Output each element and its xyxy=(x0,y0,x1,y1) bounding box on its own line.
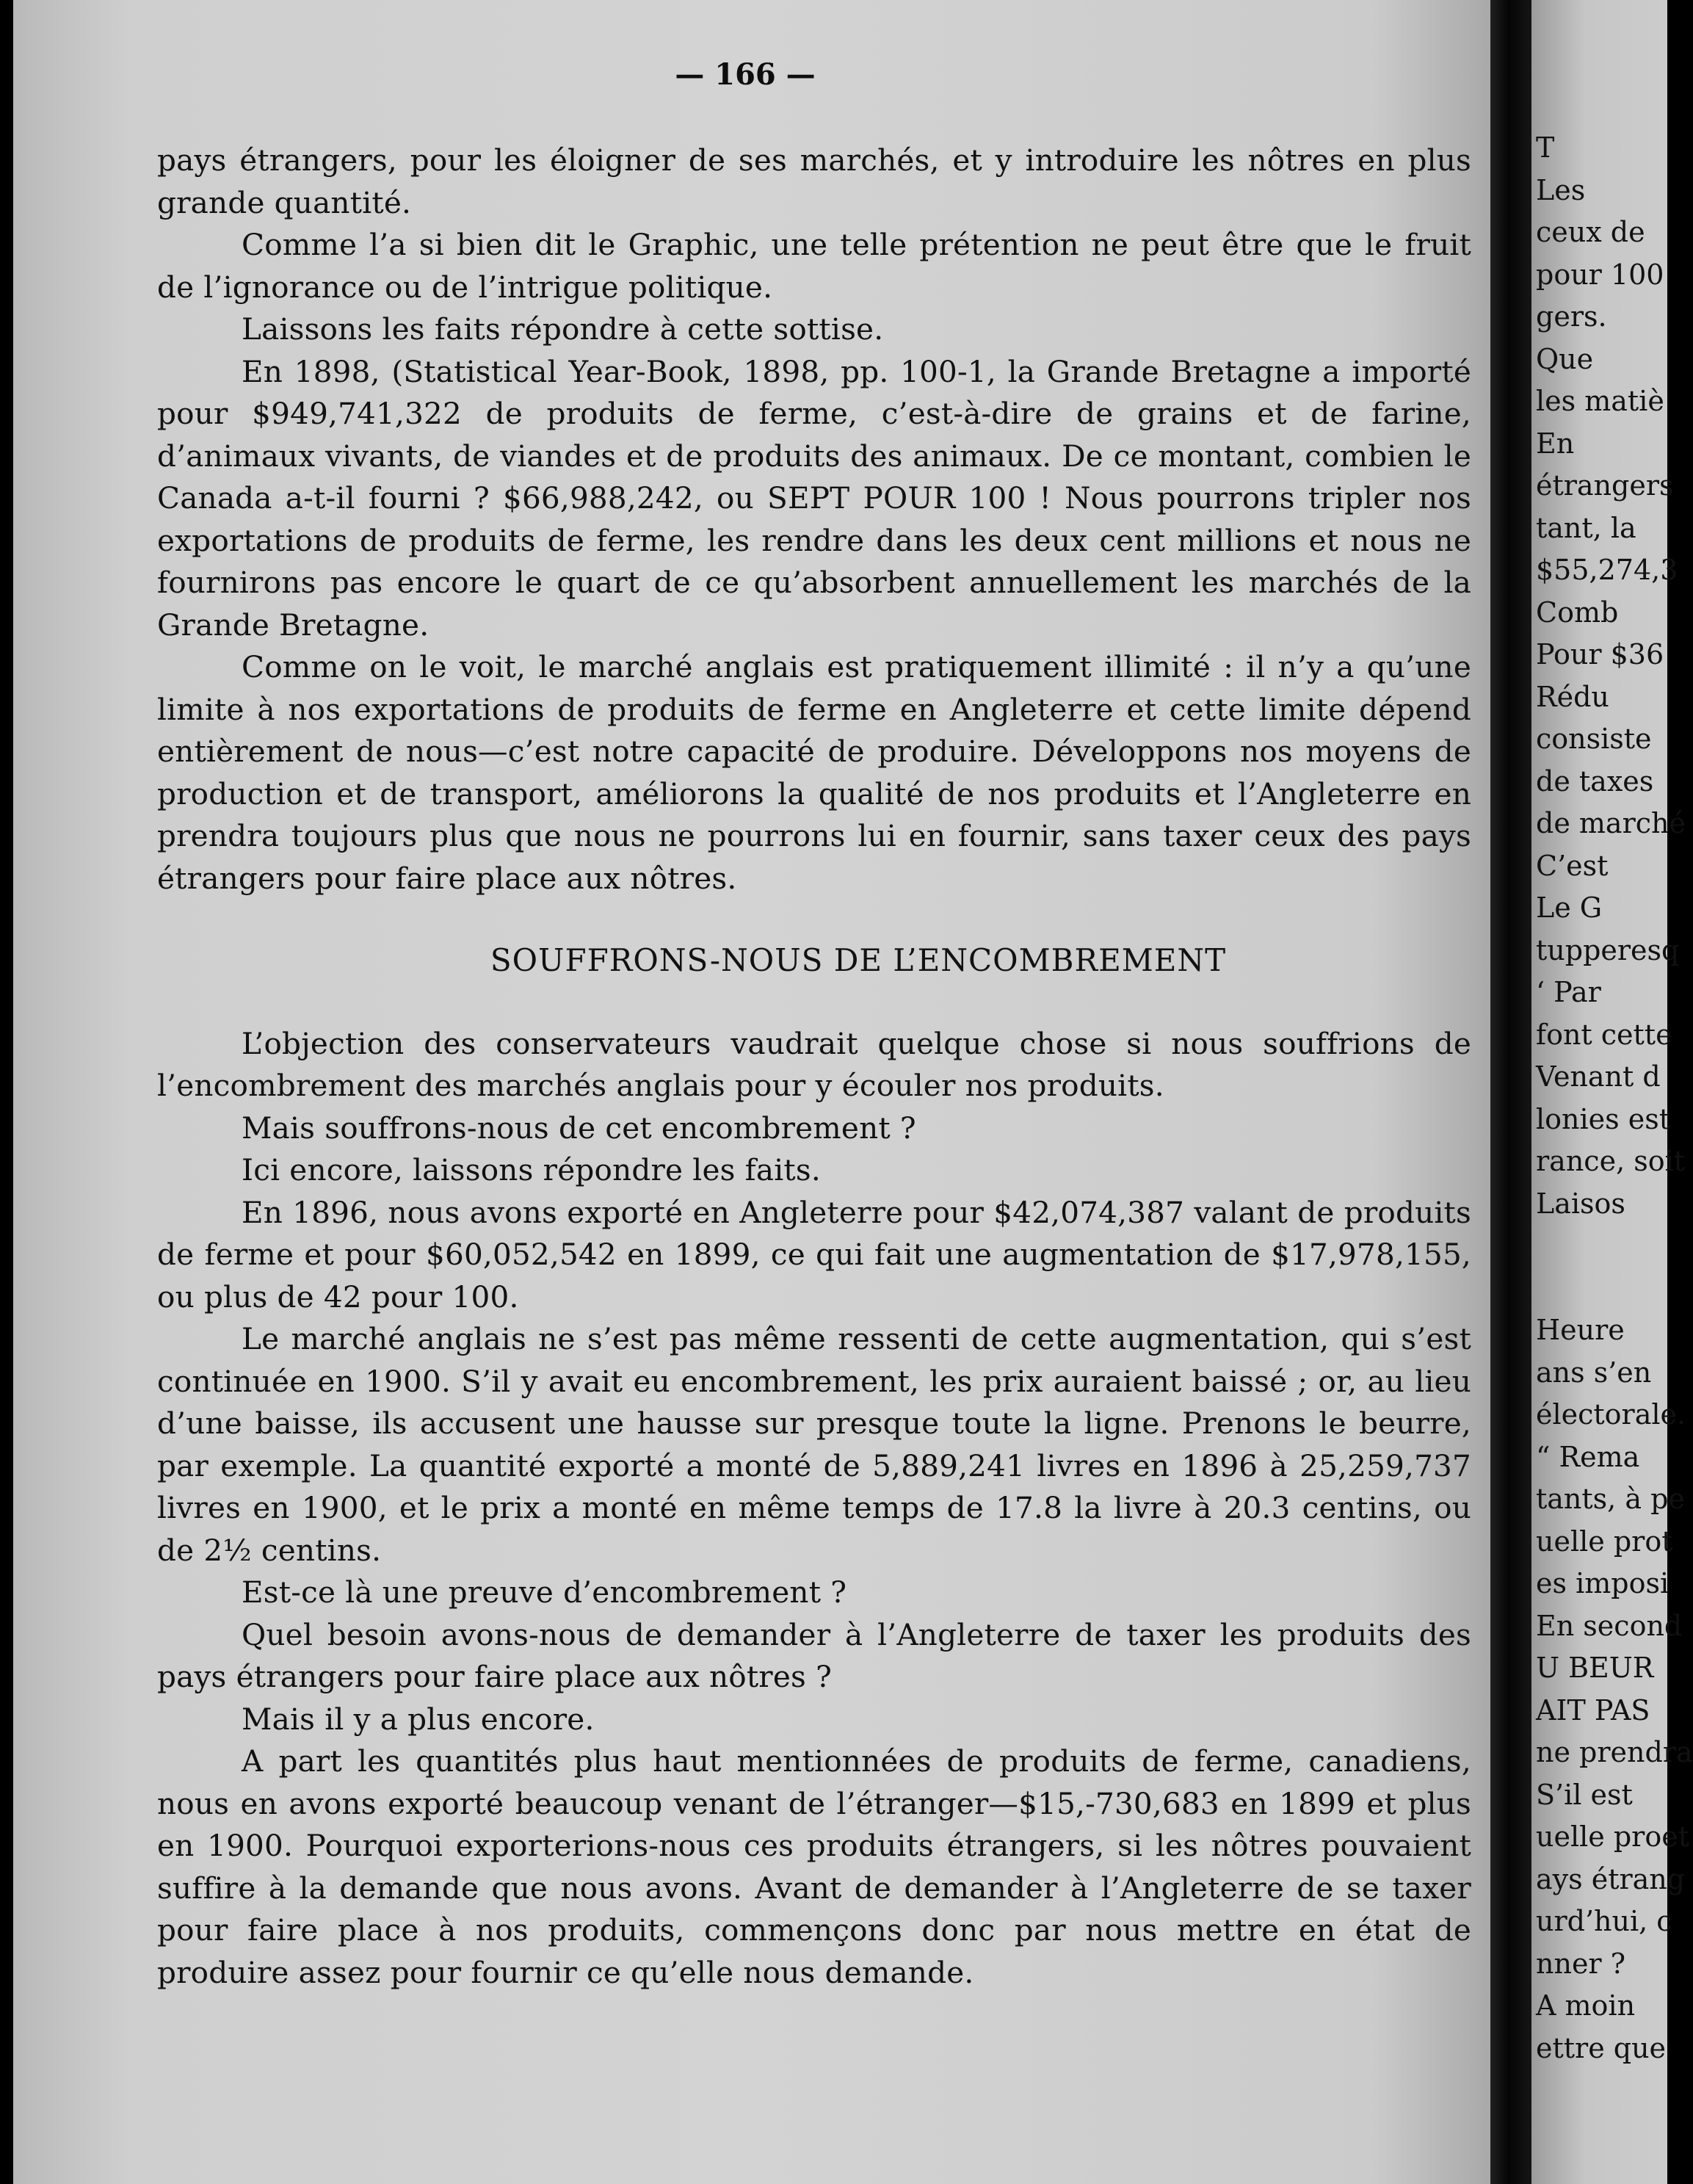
right-page-line: ettre que xyxy=(1536,2031,1667,2064)
right-page-line: les matiè xyxy=(1536,385,1664,417)
right-page-line xyxy=(1536,1225,1693,1268)
right-page-line xyxy=(1536,1268,1693,1310)
right-page-line: ays étrang xyxy=(1536,1862,1686,1895)
right-page-line: Le G xyxy=(1536,892,1603,924)
paragraph: Mais souffrons-nous de cet encombrement ? xyxy=(242,1110,916,1146)
right-page-line: Comb xyxy=(1536,596,1619,629)
right-page-fragments xyxy=(1536,127,1693,2069)
right-page-line: font cette xyxy=(1536,1018,1672,1051)
right-page-line: Venant d xyxy=(1536,1060,1661,1093)
right-page-line: lonies est xyxy=(1536,1102,1670,1135)
right-page-line: urd’hui, c xyxy=(1536,1905,1672,1937)
right-page-line: gers. xyxy=(1536,300,1607,333)
right-page-line: ceux de xyxy=(1536,216,1645,248)
right-page-line: ‘ Par xyxy=(1536,976,1601,1008)
right-page-line: tants, à pe xyxy=(1536,1483,1685,1515)
paragraph: pays étrangers, pour les éloigner de ses marchés, et y introduire les nôtres en plus grande quantité. xyxy=(157,142,1471,220)
right-page-line: C’est xyxy=(1536,849,1609,882)
paragraph: L’objection des conservateurs vaudrait quelque chose si nous souffrions de l’encombrement des marchés anglais pour y écouler nos produits. xyxy=(157,1025,1471,1103)
right-page-line: de taxes xyxy=(1536,764,1654,798)
page-number: — 166 — xyxy=(675,57,816,92)
paragraph: Comme l’a si bien dit le Graphic, une telle prétention ne peut être que le fruit de l’ignorance ou de l’intrigue politique. xyxy=(157,227,1471,305)
right-page-line: Les xyxy=(1536,173,1586,206)
right-page-line: $55,274,3 xyxy=(1536,554,1678,586)
right-page-line: A moin xyxy=(1536,1989,1636,2022)
right-page-line: de marché xyxy=(1536,807,1686,839)
paragraph: Le marché anglais ne s’est pas même ressenti de cette augmentation, qui s’est continuée en 1900. S’il y avait eu encombrement, les prix auraient baissé ; or, au lieu d’une baisse, ils accusent une hausse sur presque toute la ligne. Prenons le beurre, par exemple. La quantité exporté a monté de 5,889,241 livres en 1896 à 25,259,737 livres en 1900, et le prix a monté en même temps de 17.8 la livre à 20.3 centins, ou de 2½ centins. xyxy=(157,1321,1471,1568)
right-page-line: Laisos xyxy=(1536,1187,1625,1220)
right-page-line: nner ? xyxy=(1536,1947,1626,1980)
section-heading: SOUFFRONS-NOUS DE L’ENCOMBREMENT xyxy=(490,942,1227,978)
right-page-line: U BEUR xyxy=(1536,1652,1654,1684)
paragraph: Ici encore, laissons répondre les faits. xyxy=(242,1152,821,1187)
paragraph: Quel besoin avons-nous de demander à l’Angleterre de taxer les produits des pays étrangers pour faire place aux nôtres ? xyxy=(157,1616,1471,1694)
right-page-line: électorale. xyxy=(1536,1398,1686,1431)
right-page-line: étrangers xyxy=(1536,469,1674,502)
right-page-line: En xyxy=(1536,427,1575,460)
right-page-line: Rédu xyxy=(1536,680,1609,713)
body-text xyxy=(157,140,1471,1994)
right-page-line: ne prendra xyxy=(1536,1736,1693,1768)
right-page-line: uelle prot xyxy=(1536,1525,1673,1558)
right-page-line: rance, soit xyxy=(1536,1145,1686,1177)
paragraph: A part les quantités plus haut mentionnées de produits de ferme, canadiens, nous en avons exporté beaucoup venant de l’étranger—$15,-730,683 en 1899 et plus en 1900. Pourquoi exporterions-nous ces produits étrangers, si les nôtres pouvaient suffire à la demande que nous avons. Avant de demander à l’Angleterre de se taxer pour faire place à nos produits, commençons donc par nous mettre en état de produire assez pour fournir ce qu’elle nous demande. xyxy=(157,1743,1471,1990)
right-page-line: consiste xyxy=(1536,723,1652,755)
paragraph: Comme on le voit, le marché anglais est pratiquement illimité : il n’y a qu’une limite à nos exportations de produits de ferme en Angleterre et cette limite dépend entièrement de nous—c’est notre capacité de produire. Développons nos moyens de production et de transport, améliorons la qualité de nos produits et l’Angleterre en prendra toujours plus que nous ne pourrons lui en fournir, sans taxer ceux des pays étrangers pour faire place aux nôtres. xyxy=(157,649,1471,896)
right-page-line: “ Rema xyxy=(1536,1440,1640,1473)
paragraph: En 1896, nous avons exporté en Angleterre pour $42,074,387 valant de produits de ferme et pour $60,052,542 en 1899, ce qui fait une augmentation de $17,978,155, ou plus de 42 pour 100. xyxy=(157,1194,1471,1315)
right-page-edge xyxy=(1531,0,1693,2184)
paragraph: En 1898, (Statistical Year-Book, 1898, pp. 100-1, la Grande Bretagne a importé pour $949,741,322 de produits de ferme, c’est-à-dire de grains et de farine, d’animaux vivants, de viandes et de produits des animaux. De ce montant, combien le Canada a-t-il fourni ? $66,988,242, ou SEPT POUR 100 ! Nous pourrons tripler nos exportations de produits de ferme, les rendre dans les deux cent millions et nous ne fournirons pas encore le quart de ce qu’absorbent annuellement les marchés de la Grande Bretagne. xyxy=(157,353,1471,643)
right-page-line: tupperesq xyxy=(1536,933,1680,966)
paragraph: Mais il y a plus encore. xyxy=(242,1701,595,1737)
right-page-line: Pour $36 xyxy=(1536,638,1664,670)
paragraph: Est-ce là une preuve d’encombrement ? xyxy=(242,1574,847,1610)
right-page-line: Que xyxy=(1536,342,1594,375)
right-page-line: T xyxy=(1536,131,1555,164)
right-page-line: Heure xyxy=(1536,1314,1625,1346)
right-page-line: ans s’en xyxy=(1536,1356,1652,1389)
right-page-line: es imposi xyxy=(1536,1567,1670,1599)
book-gutter xyxy=(1490,0,1531,2184)
right-page-line: uelle proet xyxy=(1536,1820,1689,1853)
right-page-line: S’il est xyxy=(1536,1778,1633,1811)
right-page-line: pour 100 xyxy=(1536,258,1664,291)
right-page-line: En second xyxy=(1536,1609,1683,1642)
paragraph: Laissons les faits répondre à cette sottise. xyxy=(242,311,884,347)
right-page-line: AIT PAS xyxy=(1536,1693,1650,1726)
right-page-line: tant, la xyxy=(1536,511,1636,544)
